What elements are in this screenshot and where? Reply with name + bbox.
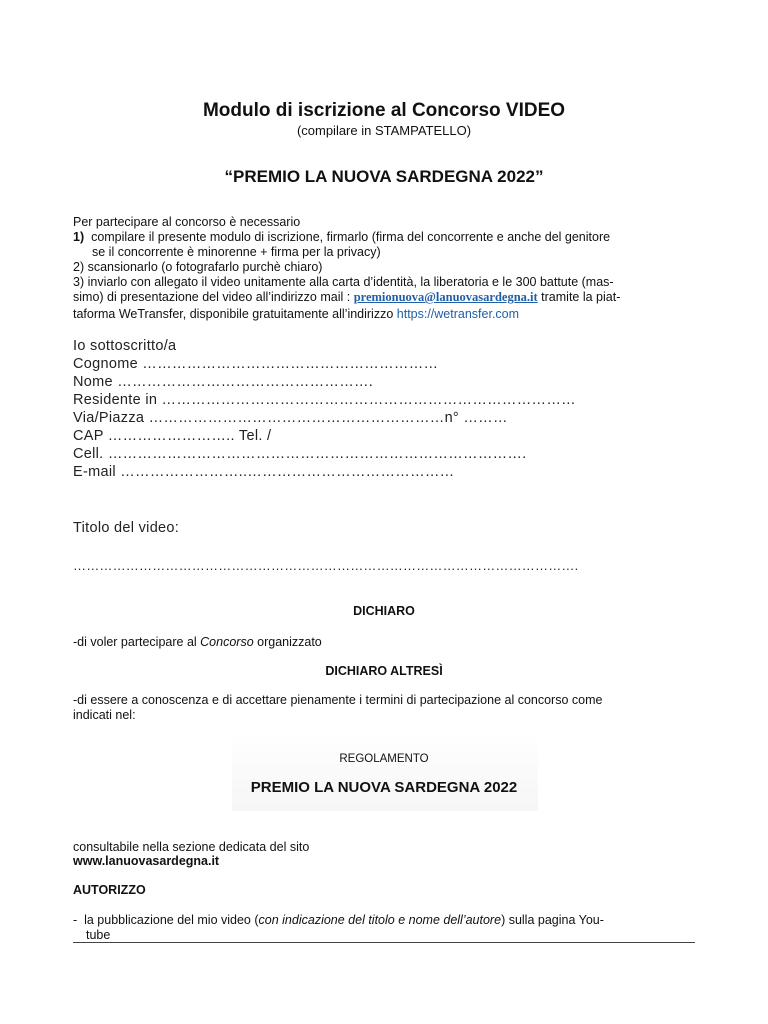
intro-step-1-number: 1): [73, 230, 85, 244]
consult-line: consultabile nella sezione dedicata del sito: [73, 840, 310, 854]
autorizzo-pre: - la pubblicazione del mio video (: [73, 913, 259, 927]
page-title: Modulo di iscrizione al Concorso VIDEO: [202, 100, 566, 121]
dichiaro-text-em: Concorso: [200, 635, 254, 649]
dichiaro-text: [73, 635, 322, 650]
field-sottoscritto: Io sottoscritto/a: [73, 338, 177, 354]
autorizzo-line-2: tube: [86, 928, 111, 942]
field-titolo-label: Titolo del video:: [73, 520, 180, 536]
contest-name: “PREMIO LA NUOVA SARDEGNA 2022”: [224, 167, 544, 186]
dichiaro-text-pre: -di voler partecipare al: [73, 635, 201, 649]
page-subtitle: (compilare in STAMPATELLO): [296, 123, 472, 138]
heading-dichiaro: DICHIARO: [353, 604, 415, 618]
intro-line-3: 3) inviarlo con allegato il video unitamente alla carta d’identità, la liberatoria e le 300 battute (mas-: [73, 275, 614, 289]
field-email: E-mail ……………………..……………………………………: [73, 464, 455, 480]
altresi-line-2: indicati nel:: [73, 708, 136, 722]
altresi-line-1: -di essere a conoscenza e di accettare pienamente i termini di partecipazione al concorso come: [73, 693, 603, 707]
autorizzo-post: ) sulla pagina You-: [501, 913, 604, 927]
intro-line-5: [73, 307, 519, 322]
field-cognome: Cognome ……………………………………………………: [73, 356, 439, 372]
intro-line-5-pre: taforma WeTransfer, disponibile gratuitamente all’indirizzo: [73, 307, 397, 321]
intro-line-4-post: tramite la piat-: [537, 290, 621, 304]
field-nome: Nome …………………………………………….: [73, 374, 374, 390]
heading-autorizzo: AUTORIZZO: [73, 883, 146, 897]
intro-line-4: [73, 290, 620, 305]
intro-line-4-pre: simo) di presentazione del video all’indirizzo mail :: [73, 290, 354, 304]
wetransfer-link[interactable]: https://wetransfer.com: [396, 307, 520, 321]
heading-dichiaro-altresi: DICHIARO ALTRESÌ: [325, 664, 443, 678]
regolamento-title: PREMIO LA NUOVA SARDEGNA 2022: [250, 779, 518, 796]
autorizzo-line-1: [73, 913, 604, 928]
intro-line-1b: se il concorrente è minorenne + firma per la privacy): [92, 245, 381, 259]
field-via: Via/Piazza ……………………………………………………n° ………: [73, 410, 508, 426]
intro-step-1-text: compilare il presente modulo di iscrizione, firmarlo (firma del concorrente e anche del genitore: [84, 230, 611, 244]
consult-site[interactable]: www.lanuovasardegna.it: [73, 854, 220, 868]
field-cell: Cell. ………………………………………………………………………….: [73, 446, 527, 462]
field-titolo-dots: …………………………………………………………………………………………………….: [73, 558, 579, 573]
intro-line-0: Per partecipare al concorso è necessario: [73, 215, 301, 229]
intro-line-2: 2) scansionarlo (o fotografarlo purchè chiaro): [73, 260, 323, 274]
field-residente: Residente in …………………………………………………………………………: [73, 392, 576, 408]
contest-email-link[interactable]: premionuova@lanuovasardegna.it: [353, 290, 538, 304]
intro-line-1: [73, 230, 610, 245]
regolamento-box: [232, 733, 538, 811]
regolamento-label: REGOLAMENTO: [339, 753, 429, 765]
bottom-divider: [73, 942, 695, 943]
autorizzo-em: con indicazione del titolo e nome dell’autore: [258, 913, 502, 927]
dichiaro-text-post: organizzato: [253, 635, 322, 649]
field-cap-tel: CAP …………………….. Tel. /: [73, 428, 272, 444]
